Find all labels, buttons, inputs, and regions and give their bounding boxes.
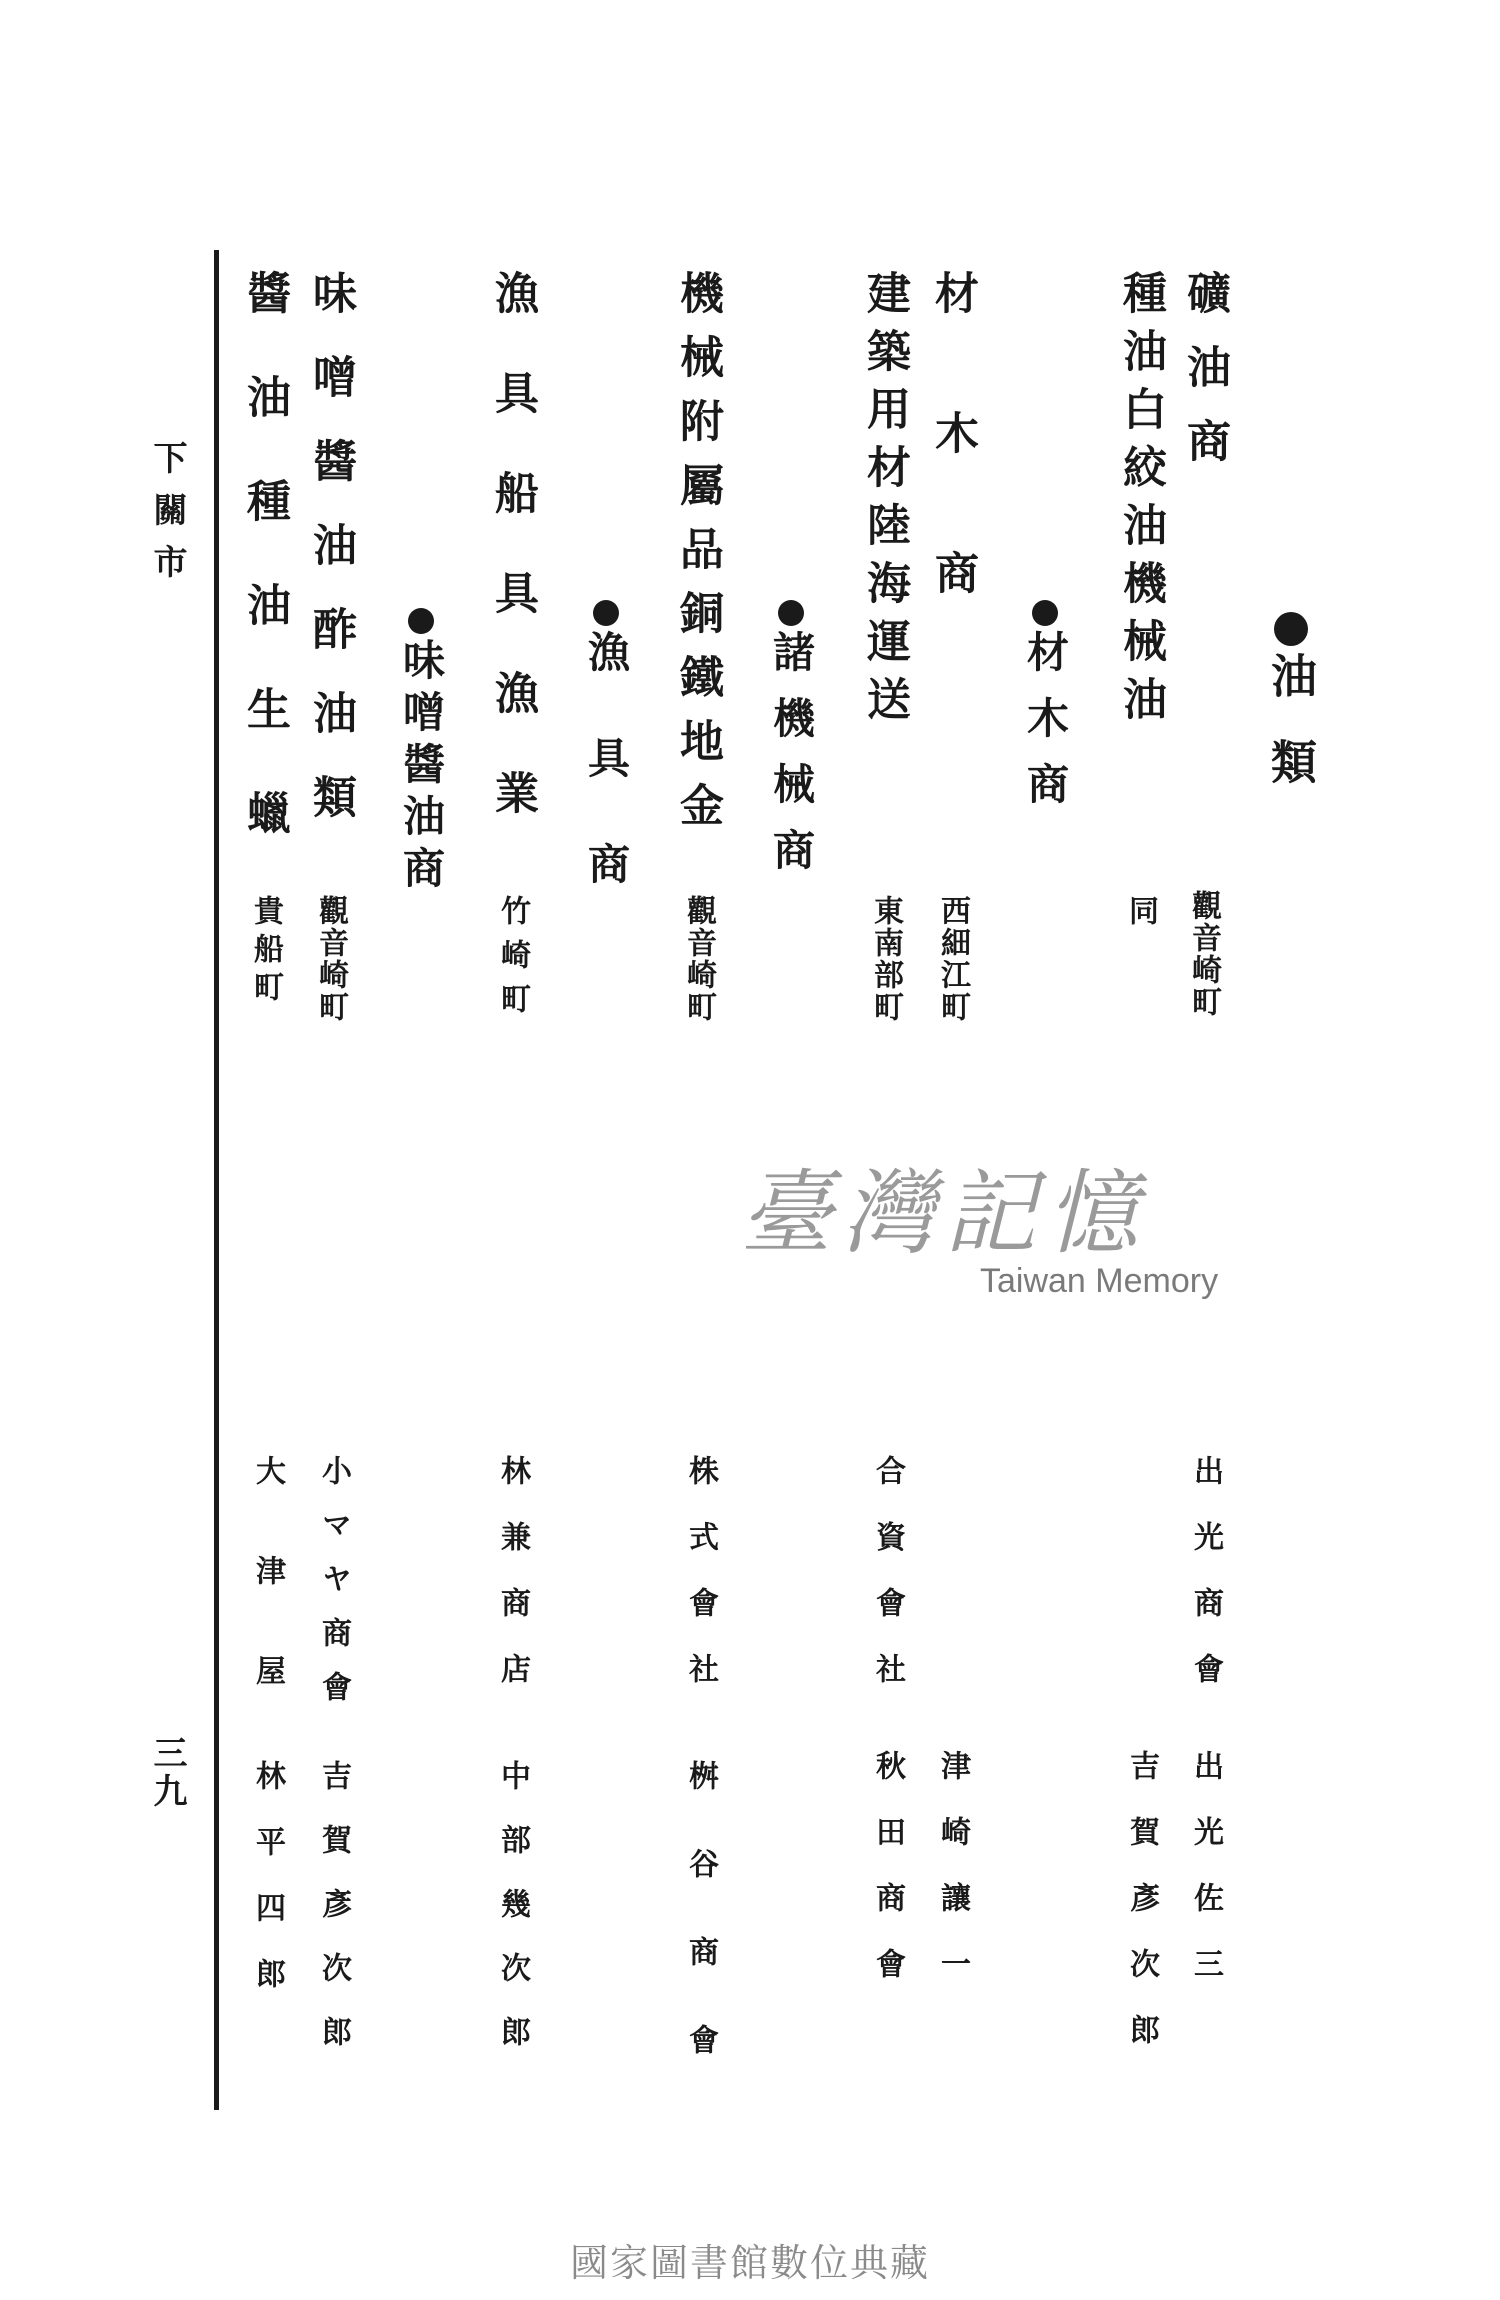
category-soy-seed-wax: 醬油種油生蠟	[239, 270, 290, 894]
category-machine-parts: 機械附屬品銅鐵地金	[672, 270, 723, 846]
person-name: 秋田商會	[870, 1750, 905, 2014]
watermark-english: Taiwan Memory	[980, 1262, 1219, 1300]
watermark	[740, 1140, 1260, 1340]
category-mineral-oil: 礦油商	[1179, 270, 1230, 492]
address: 西細江町	[935, 895, 970, 1023]
page-number: 三九	[147, 1735, 187, 1811]
margin-rule	[214, 250, 219, 2110]
address: 觀音崎町	[681, 895, 716, 1023]
firm-name: 株式會社	[683, 1455, 718, 1719]
section-header-machinery: 諸機械商	[770, 600, 812, 894]
firm-name: 大津屋	[250, 1455, 285, 1755]
address: 竹崎町	[495, 895, 530, 1027]
firm-name: 林兼商店	[495, 1455, 530, 1719]
person-name: 林平四郎	[250, 1760, 285, 2024]
section-header-oil: 油類	[1268, 612, 1314, 824]
section-header-miso: 味噌醬油商	[400, 608, 442, 898]
address: 同	[1123, 895, 1158, 927]
running-head: 下關市	[147, 440, 187, 596]
firm-name: 合資會社	[870, 1455, 905, 1719]
category-seed-oil: 種油白絞油機械油	[1115, 270, 1166, 734]
section-header-fishing: 漁具商	[585, 600, 627, 948]
address: 貴船町	[248, 895, 283, 1009]
person-name: 吉賀彥次郎	[316, 1760, 351, 2080]
person-name: 桝谷商會	[683, 1760, 718, 2112]
person-name: 出光佐三	[1188, 1750, 1223, 2014]
firm-name: 小マヤ商會	[316, 1455, 351, 1725]
person-name: 吉賀彥次郎	[1124, 1750, 1159, 2080]
category-lumber: 材木商	[927, 270, 978, 690]
firm-name: 出光商會	[1188, 1455, 1223, 1719]
person-name: 中部幾次郎	[495, 1760, 530, 2080]
address: 東南部町	[868, 895, 903, 1023]
category-building-material: 建築用材陸海運送	[859, 270, 910, 734]
category-fishing-gear: 漁具船具漁業	[487, 270, 538, 870]
category-miso-soy: 味噌醬油酢油類	[305, 270, 356, 858]
footer-text: 國家圖書館數位典藏	[569, 2241, 930, 2285]
address: 觀音崎町	[1186, 890, 1221, 1018]
watermark-chinese: 臺灣記憶	[740, 1160, 1149, 1267]
address: 觀音崎町	[313, 895, 348, 1023]
section-header-lumber: 材木商	[1024, 600, 1066, 828]
person-name: 津崎讓一	[935, 1750, 970, 2014]
